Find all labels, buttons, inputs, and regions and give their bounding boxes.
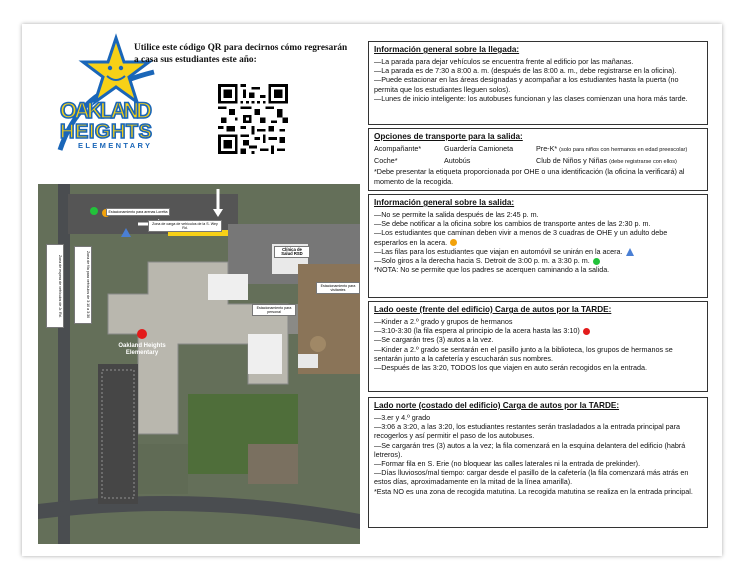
transport-options-box [368,128,708,191]
west-line-2 [374,326,702,335]
dismissal-line-5 [374,256,702,265]
arrival-info-box [368,41,708,125]
dismissal-line-4-text: —Las filas para los estudiantes que viajan en automóvil se unirán en la acera. [374,246,623,256]
dismissal-line-3 [374,228,702,246]
north-side-pickup-box [368,397,708,528]
north-line-2: —3:06 a 3:20, a las 3:20, los estudiantes restantes serán trasladados a la entrada principal para recogerlos y así permitir el paso de los autobuses. [374,422,681,441]
map-label-waiting-zone: Zona de espera de vehículos de Jr. Rd. [46,244,64,328]
north-line-3: —Se cargarán tres (3) autos a la vez; la fila comenzará en la esquina delantera del edificio (habrá letreros). [374,440,686,459]
north-line-5: —Días lluviosos/mal tiempo: cargar desde el pasillo de la cafetería (la fila comenzará más atrás en estos días, aproximadamente en la mitad de la línea amarilla). [374,468,689,487]
north-line-1: —3.er y 4.º grado [374,413,431,422]
west-line-4: —Kinder a 2.º grado se sentarán en el pasillo junto a la biblioteca, los grupos de hermanos se sentarán junto a la cafetería y escucharán sus nombres. [374,344,673,363]
map-label-visitor-parking: Estacionamiento para visitantes [316,282,360,294]
arrival-line-1: —La parada para dejar vehículos se encuentra frente al edificio por las mañanas. [374,57,634,66]
dismissal-line-2: —Se debe notificar a la oficina sobre los cambios de transporte antes de las 2:30 p. m. [374,219,651,229]
west-line-1: —Kinder a 2.º grado y grupos de hermanos [374,317,513,326]
dismissal-info-box [368,194,708,298]
west-side-pickup-box [368,301,708,392]
red-dot-marker [137,329,147,339]
west-line-3: —Se cargarán tres (3) autos a la vez. [374,335,494,345]
arrival-line-4: —Lunes de inicio inteligente: los autobuses funcionan y las clases comienzan una hora más tarde. [374,93,688,103]
map-school-label [112,342,172,357]
logo-text-oakland: OAKLAND [60,98,152,123]
campus-map-drawing [38,184,360,544]
green-dot-marker [90,207,98,215]
logo-text-heights: HEIGHTS [60,121,152,143]
dismissal-line-1: —No se permite la salida después de las 2:45 p. m. [374,210,539,219]
north-note: *Esta NO es una zona de recogida matutina. La recogida matutina se realiza en la entrada principal. [374,486,693,496]
option-escort: Acompañante* [374,144,422,153]
flyer-page [22,24,722,556]
dismissal-line-5-text: —Solo giros a la derecha hacia S. Detroit de 3:00 p. m. a 3:30 p. m. [374,256,590,266]
option-prek [536,144,702,155]
qr-code[interactable] [218,84,288,154]
dismissal-note: *NOTA: No se permite que los padres se acerquen caminando a la salida. [374,265,610,275]
option-prek-note: (solo para niños con hermanos en edad preescolar) [559,147,688,153]
option-club-note: (debe registrarse con ellos) [609,159,677,166]
arrival-title: Información general sobre la llegada: [374,45,520,54]
transport-note: *Debe presentar la etiqueta proporcionada por OHE o una identificación (la oficina la verificará) al momento de la recogida. [374,167,685,186]
map-label-staff-parking: Estacionamiento para personal [252,304,296,316]
map-label-queue-zone: Zona de fila para vehículos de 3:10 a 3:30 [74,246,92,324]
orange-dot-icon [450,239,457,246]
west-title: Lado oeste (frente del edificio) Carga de autos por la TARDE: [374,305,612,314]
option-daycare-van: Guardería Camioneta [444,144,514,153]
red-dot-icon [583,328,590,335]
west-line-2-text: —3:10-3:30 (la fila espera al principio de la acera hasta las 3:10) [374,326,580,336]
green-dot-icon [593,258,600,265]
option-club-label: Club de Niños y Niñas [536,156,608,166]
transport-title: Opciones de transporte para la salida: [374,132,523,141]
campus-map [38,184,360,544]
dismissal-line-4 [374,247,702,256]
map-label-vehicle-zone: Zona de carga de vehículos de la S. Wey Rd. [148,220,222,232]
map-label-clinic: Clínica de Salud RSD [274,246,310,258]
qr-instructions: Utilice este código QR para decirnos cómo regresarán a casa sus estudiantes este año: [134,43,348,65]
option-prek-label: Pre-K* [536,144,558,153]
north-title: Lado norte (costado del edificio) Carga de autos por la TARDE: [374,401,620,410]
option-car: Coche* [374,156,398,166]
dismissal-line-3-text: —Los estudiantes que caminan deben vivir a menos de 3 cuadras de OHE y un adulto debe esperarlos en la acera. [374,228,668,247]
arrival-line-3: —Puede estacionar en las áreas designadas y acompañar a los estudiantes hasta la puerta (no permita que los estudiantes lleguen solos). [374,75,679,94]
map-label-parking-arenas: Estacionamiento para arenas Loretta [106,208,170,216]
logo-text-elementary: ELEMENTARY [78,141,150,150]
north-line-4: —Formar fila en S. Erie (no bloquear las calles laterales ni la entrada de prekinder). [374,459,641,469]
option-boys-girls-club [536,156,702,167]
option-bus: Autobús [444,156,471,166]
west-line-5: —Después de las 3:20, TODOS los que viajen en auto serán recogidos en la entrada. [374,363,648,373]
map-school-label-line1: Oakland Heights [118,343,166,349]
dismissal-title: Información general sobre la salida: [374,198,515,207]
blue-triangle-icon [626,248,634,256]
transport-options-grid [374,144,702,167]
map-school-label-line2: Elementary [125,349,159,356]
arrival-line-2: —La parada es de 7:30 a 8:00 a. m. (después de las 8:00 a. m., debe registrarse en la oficina). [374,66,677,76]
